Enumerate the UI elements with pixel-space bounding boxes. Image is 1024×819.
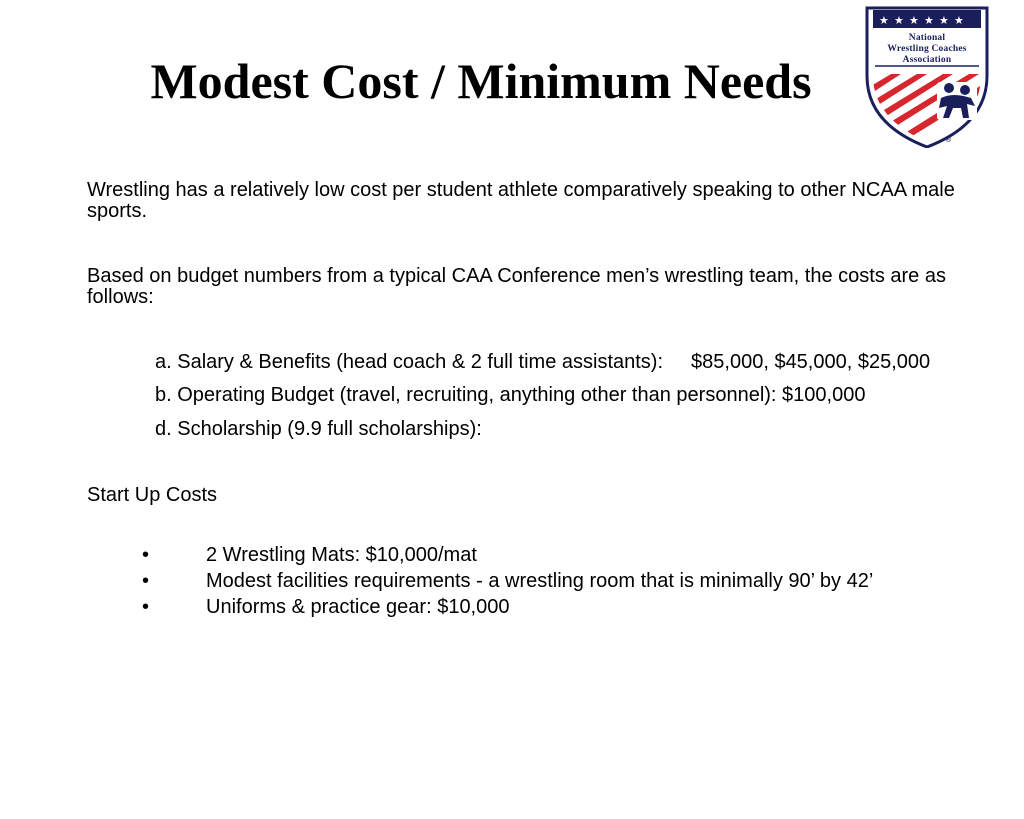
svg-text:★: ★ [909,14,919,27]
logo-text-line1: National [908,33,946,43]
registered-mark: ® [945,136,952,144]
list-item [142,595,510,619]
slide-title: Modest Cost / Minimum Needs [150,53,812,109]
svg-text:★: ★ [939,14,949,27]
logo-text-line3: Association [902,55,952,65]
wrestlers-icon [937,82,977,120]
list-item [142,569,873,593]
bullet-icon: • [142,544,150,566]
svg-text:★: ★ [924,14,934,27]
cost-item-salary-amounts: $85,000, $45,000, $25,000 [691,351,931,373]
logo-text-line2: Wrestling Coaches [887,44,967,54]
nwca-logo [861,6,993,148]
startup-item-mats: 2 Wrestling Mats: $10,000/mat [206,544,477,566]
svg-text:★: ★ [879,14,889,27]
cost-item-salary [155,350,930,374]
svg-text:★: ★ [954,14,964,27]
startup-heading: Start Up Costs [87,484,218,506]
list-item [142,543,477,567]
cost-item-operating: b. Operating Budget (travel, recruiting, anything other than personnel): $100,000 [155,384,866,406]
startup-item-facilities: Modest facilities requirements - a wrestling room that is minimally 90’ by 42’ [206,570,874,592]
startup-item-uniforms: Uniforms & practice gear: $10,000 [206,596,510,618]
budget-paragraph: Based on budget numbers from a typical CAA Conference men’s wrestling team, the costs are as follows: [87,265,946,308]
bullet-icon: • [142,570,150,592]
bullet-icon: • [142,596,150,618]
cost-item-salary-label: a. Salary & Benefits (head coach & 2 full time assistants): [155,351,664,373]
cost-item-scholarship: d. Scholarship (9.9 full scholarships): [155,418,482,440]
svg-text:★: ★ [894,14,904,27]
intro-paragraph: Wrestling has a relatively low cost per student athlete comparatively speaking to other NCAA male sports. [87,179,955,222]
